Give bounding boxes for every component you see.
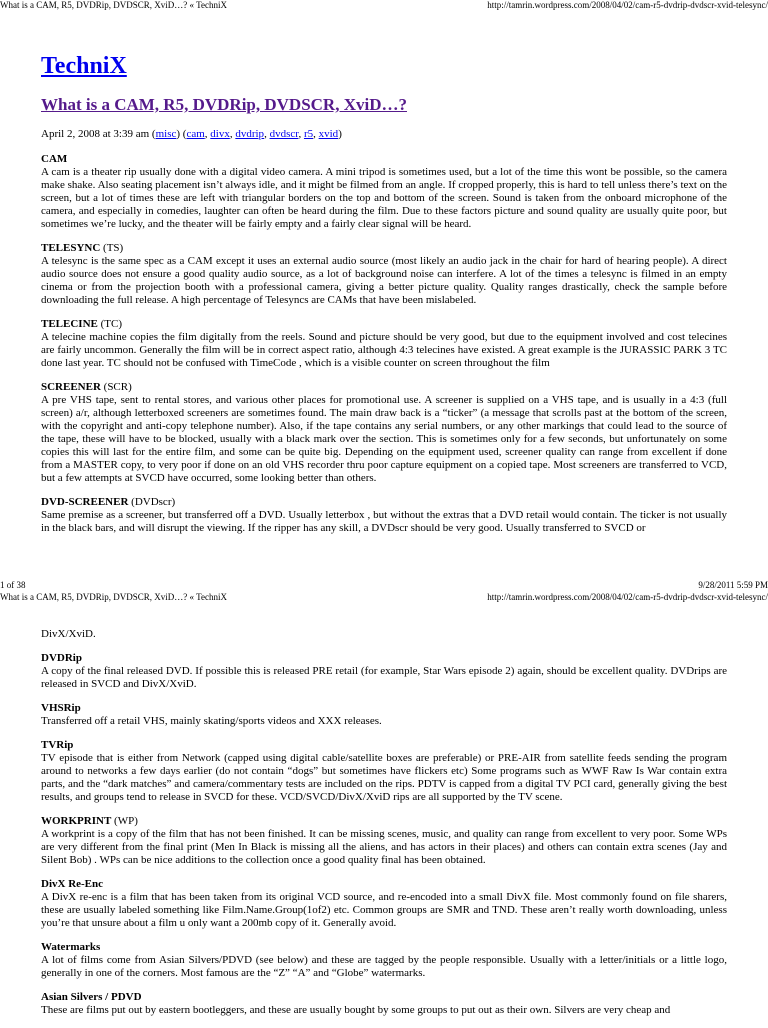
section-asian-silvers [41,991,727,1017]
tag-link[interactable]: dvdrip [235,128,265,140]
post-date: April 2, 2008 at 3:39 am ( [41,128,156,140]
section-body: A cam is a theater rip usually done with a digital video camera. A mini tripod is sometimes used, but a lot of the time this wont be possible, so the camera make shake. Also seating placement isn’t always idle, and it might be filmed from an angle. If cropped properly, this is hard to tell unless there’s text on the screen, but a lot of times these are left with triangular borders on the top and bottom of the screen. Sound is taken from the onboard microphone of the camera, and especially in comedies, laughter can often be heard during the film. Due to these factors picture and sound quality are usually quite poor, but sometimes we’re lucky, and the theater will be fairly empty and a fairly clear signal will be heard. [41,166,727,230]
tag-link[interactable]: divx [210,128,230,140]
tag-link[interactable]: cam [186,128,205,140]
section-body: A DivX re-enc is a film that has been taken from its original VCD source, and re-encoded into a small DivX file. Most commonly found on file sharers, these are usually labeled something like Film.Name.Group(1of2) etc. Common groups are SMR and TND. These aren’t really worth downloading, unless you’re that unsure about a film u only want a 200mb copy of it. Generally avoid. [41,891,727,929]
category-link[interactable]: misc [155,128,177,140]
section-abbr: (TS) [103,242,124,254]
section-watermarks [41,941,727,980]
section-title: CAM [41,153,68,165]
section-vhsrip [41,702,727,728]
section-workprint [41,815,727,867]
print-timestamp: 9/28/2011 5:59 PM [698,580,768,590]
section-dvd-screener [41,496,727,535]
section-title: TELESYNC [41,242,101,254]
section-body: A pre VHS tape, sent to rental stores, and various other places for promotional use. A screener is supplied on a VHS tape, and is usually in a 4:3 (full screen) a/r, although letterboxed screeners are sometimes found. The main draw back is a “ticker” (a message that scrolls past at the bottom of the screen, with the copyright and anti-copy telephone number). Also, if the tape contains any serial numbers, or any other markings that could lead to the source of the tape, these will have to be blocked, usually with a black mark over the section. This is sometimes only for a few seconds, but unfortunately on some copies this will last for the entire film, and some can be quite big. Depending on the equipment used, screener quality can range from excellent if done from a MASTER copy, to very poor if done on an old VHS recorder thru poor capture equipment on a copied tape. Most screeners are transferred to VCD, but a few attempts at SVCD have occurred, some looking better than others. [41,394,727,484]
section-body: A copy of the final released DVD. If possible this is released PRE retail (for example, Star Wars episode 2) again, should be excellent quality. DVDrips are released in SVCD and DivX/XviD. [41,665,727,690]
page2-article-body [41,628,727,1028]
section-body: These are films put out by eastern bootleggers, and these are usually bought by some groups to put out as their own. Silvers are very cheap and [41,1004,671,1016]
section-abbr: (DVDscr) [131,496,176,508]
site-title-link[interactable]: TechniX [41,53,127,79]
print-header-url: http://tamrin.wordpress.com/2008/04/02/cam-r5-dvdrip-dvdscr-xvid-telesync/ [487,0,768,10]
section-body: A lot of films come from Asian Silvers/PDVD (see below) and these are tagged by the people responsible. Usually with a letter/initials or a little logo, generally in one of the corners. Most famous are the “Z” “A” and “Globe” watermarks. [41,954,727,979]
tag-link[interactable]: r5 [303,128,314,140]
continuation-text: DivX/XviD. [41,628,96,640]
page-number: 1 of 38 [0,580,26,590]
section-body: A telecine machine copies the film digitally from the reels. Sound and picture should be very good, but due to the equipment involved and cost telecines are fairly uncommon. Generally the film will be in correct aspect ratio, although 4:3 telecines have existed. A great example is the JURASSIC PARK 3 TC done last year. TC should not be confused with TimeCode , which is a visible counter on screen throughout the film [41,331,727,369]
section-title: WORKPRINT [41,815,112,827]
section-title: VHSRip [41,702,81,714]
section-title: DVD-SCREENER [41,496,129,508]
page1-article-body [41,153,727,546]
section-abbr: (TC) [100,318,122,330]
section-title: Asian Silvers / PDVD [41,991,142,1003]
section-tvrip [41,739,727,804]
tag-link[interactable]: dvdscr [269,128,299,140]
section-title: TELECINE [41,318,98,330]
print-header-title: What is a CAM, R5, DVDRip, DVDSCR, XviD…? « TechniX [0,592,227,602]
section-screener [41,381,727,485]
post-title-link[interactable]: What is a CAM, R5, DVDRip, DVDSCR, XviD…? [41,95,407,114]
section-title: Watermarks [41,941,101,953]
section-title: DVDRip [41,652,82,664]
section-body: Transferred off a retail VHS, mainly skating/sports videos and XXX releases. [41,715,382,727]
section-body: A workprint is a copy of the film that has not been finished. It can be missing scenes, music, and quality can range from excellent to very poor. Some WPs are very different from the final print (Men In Black is missing all the aliens, and has actors in their places) and others can contain extra scenes (Jay and Silent Bob) . WPs can be nice additions to the collection once a good quality final has been obtained. [41,828,727,866]
section-title: DivX Re-Enc [41,878,104,890]
section-telecine [41,318,727,370]
tag-link[interactable]: xvid [318,128,339,140]
section-telesync [41,242,727,307]
section-body: Same premise as a screener, but transferred off a DVD. Usually letterbox , but without the extras that a DVD retail would contain. The ticker is not usually in the black bars, and will disrupt the viewing. If the ripper has any skill, a DVDscr should be very good. Usually transferred to SVCD or [41,509,727,534]
section-divx-re-enc [41,878,727,930]
post-meta: April 2, 2008 at 3:39 am (misc) (cam, divx, dvdrip, dvdscr, r5, xvid) [41,128,342,140]
print-header-url: http://tamrin.wordpress.com/2008/04/02/cam-r5-dvdrip-dvdscr-xvid-telesync/ [487,592,768,602]
section-cam [41,153,727,231]
section-title: SCREENER [41,381,101,393]
section-dvdrip [41,652,727,691]
section-abbr: (WP) [114,815,138,827]
print-header-title: What is a CAM, R5, DVDRip, DVDSCR, XviD…? « TechniX [0,0,227,10]
section-body: A telesync is the same spec as a CAM except it uses an external audio source (most likely an audio jack in the chair for hard of hearing people). A direct audio source does not ensure a good quality audio source, as a lot of background noise can interfere. A lot of the times a telesync is filmed in an empty cinema or from the projection booth with a professional camera, giving a better picture quality. Quality ranges drastically, check the sample before downloading the full release. A high percentage of Telesyncs are CAMs that have been mislabeled. [41,255,727,306]
section-title: TVRip [41,739,74,751]
section-body: TV episode that is either from Network (capped using digital cable/satellite boxes are preferable) or PRE-AIR from satellite feeds sending the program around to networks a few days earlier (do not contain “dogs” but sometimes have flickers etc) Some programs such as WWF Raw Is War contain extra parts, and the “dark matches” and camera/commentary tests are included on the rips. PDTV is capped from a digital TV PCI card, generally giving the best results, and groups tend to release in SVCD for these. VCD/SVCD/DivX/XviD rips are all supported by the TV scene. [41,752,727,803]
section-abbr: (SCR) [103,381,132,393]
